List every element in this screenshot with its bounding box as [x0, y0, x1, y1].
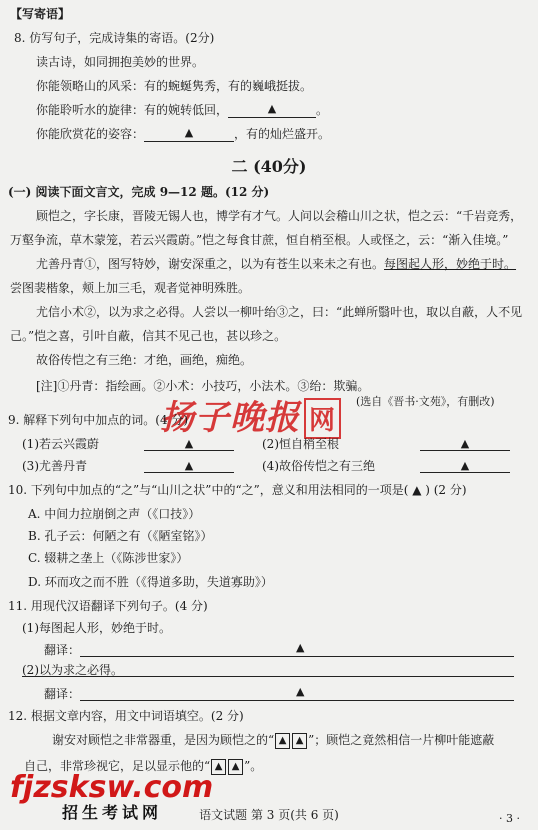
q8-answer-blank-2[interactable]: [144, 127, 234, 142]
q8-line-1: 读古诗，如同拥抱美妙的世界。: [36, 55, 205, 69]
answer-box[interactable]: ▲: [292, 733, 307, 749]
q9-item-3: (3)尤善丹青: [22, 459, 87, 473]
yangzi-wanbao-watermark: 扬子晚报 网: [160, 390, 400, 434]
question-11-stem: 11. 用现代汉语翻译下列句子。(4 分): [8, 599, 208, 613]
passage-line-4: 尝图裴楷象，颊上加三毛，观者觉神明殊胜。: [10, 281, 251, 295]
reading-section-title: (一) 阅读下面文言文，完成 9—12 题。(12 分): [8, 185, 270, 199]
section-tag-writing: 【写寄语】: [10, 7, 71, 21]
q12-line-2: 自己，非常珍视它，足以显示他的“ ▲ ▲ ”。: [24, 759, 263, 773]
triangle-icon: ▲: [267, 102, 277, 115]
q9-item-2: (2)恒自梢至根: [262, 437, 339, 451]
passage-line-2: 万壑争流，草木蒙笼，若云兴霞蔚。”恺之每食甘蔗，恒自梢至根。人或怪之，云：“渐入佳境。”: [10, 233, 509, 247]
q12-line-1: 谢安对顾恺之非常器重，是因为顾恺之的“ ▲ ▲ ”；顾恺之竟然相信一片柳叶能遮蔽: [52, 733, 495, 747]
page-number: · 3 ·: [499, 812, 520, 825]
q11-sentence-1: (1)每图起人形，妙绝于时。: [22, 621, 171, 635]
q10-option-d: D. 环而攻之而不胜（《得道多助，失道寡助》）: [28, 575, 273, 589]
q8-answer-blank-1[interactable]: [228, 103, 316, 118]
q8-line-3-text: 你能聆听水的旋律：有的婉转低回，: [36, 103, 229, 117]
q9-blank-2[interactable]: ▲: [420, 436, 510, 451]
q11-translate-label-1: 翻译：: [44, 643, 81, 657]
q9-blank-1[interactable]: ▲: [144, 436, 234, 451]
q11-translate-label-2: 翻译：: [44, 687, 81, 701]
q9-item-4: (4)故俗传恺之有三绝: [262, 459, 375, 473]
q10-option-c: C. 辍耕之垄上（《陈涉世家》）: [28, 551, 189, 565]
triangle-icon: ▲: [296, 685, 305, 698]
source-citation: (选自《晋书·文苑》，有删改): [356, 395, 495, 408]
passage-line-5: 尤信小术②，以为求之必得。人尝以一柳叶绐③之，曰：“此蝉所翳叶也，取以自蔽，人不见: [36, 305, 523, 319]
question-12-stem: 12. 根据文章内容，用文中词语填空。(2 分): [8, 709, 244, 723]
question-9-stem: 9. 解释下列句中加点的词。(4 分): [8, 413, 189, 427]
q9-item-1: (1)若云兴霞蔚: [22, 437, 99, 451]
page-footer: 语文试题 第 3 页(共 6 页): [199, 808, 339, 822]
triangle-icon: ▲: [184, 126, 194, 139]
answer-box[interactable]: ▲: [228, 759, 243, 775]
passage-line-7: 故俗传恺之有三绝：才绝，画绝，痴绝。: [36, 353, 253, 367]
q10-option-b: B. 孔子云：何陋之有（《陋室铭》）: [28, 529, 213, 543]
part-two-heading: 二 (40分): [231, 157, 307, 176]
passage-line-6: 己。”恺之喜，引叶自蔽，信其不见己也，甚以珍之。: [10, 329, 287, 343]
q9-blank-4[interactable]: ▲: [420, 458, 510, 473]
q10-option-a: A. 中间力拉崩倒之声（《口技》）: [28, 507, 201, 521]
fjzsksw-logo: fjzsksw.com: [10, 770, 214, 805]
logo-subtitle: 招生考试网: [62, 803, 163, 822]
question-10-stem: 10. 下列句中加点的“之”与“山川之状”中的“之”，意义和用法相同的一项是( ▲ ) (2 分): [8, 483, 467, 497]
q8-line-2: 你能领略山的风采：有的蜿蜒隽秀，有的巍峨挺拔。: [36, 79, 313, 93]
triangle-icon: ▲: [296, 641, 305, 654]
passage-line-1: 顾恺之，字长康，晋陵无锡人也，博学有才气。人问以会稽山川之状，恺之云：“千岩竞秀，: [36, 209, 523, 223]
footnote: [注]①丹青：指绘画。②小术：小技巧，小法术。③绐：欺骗。: [36, 379, 370, 393]
q8-line-3: 你能聆听水的旋律：有的婉转低回， ▲ 。: [36, 102, 329, 117]
question-8-stem: 8. 仿写句子，完成诗集的寄语。(2分): [14, 31, 215, 45]
passage-line-3: 尤善丹青①，图写特妙，谢安深重之，以为有苍生以来未之有也。每图起人形，妙绝于时。: [36, 257, 517, 271]
q9-blank-3[interactable]: ▲: [144, 458, 234, 473]
q11-sentence-2: (2)以为求之必得。: [22, 663, 123, 677]
q11-answer-line-2[interactable]: [80, 700, 514, 701]
q11-answer-line-1[interactable]: [80, 656, 514, 657]
answer-box[interactable]: ▲: [211, 759, 226, 775]
answer-box[interactable]: ▲: [275, 733, 290, 749]
q8-line-4: 你能欣赏花的姿容： ▲ ，有的灿烂盛开。: [36, 126, 331, 141]
